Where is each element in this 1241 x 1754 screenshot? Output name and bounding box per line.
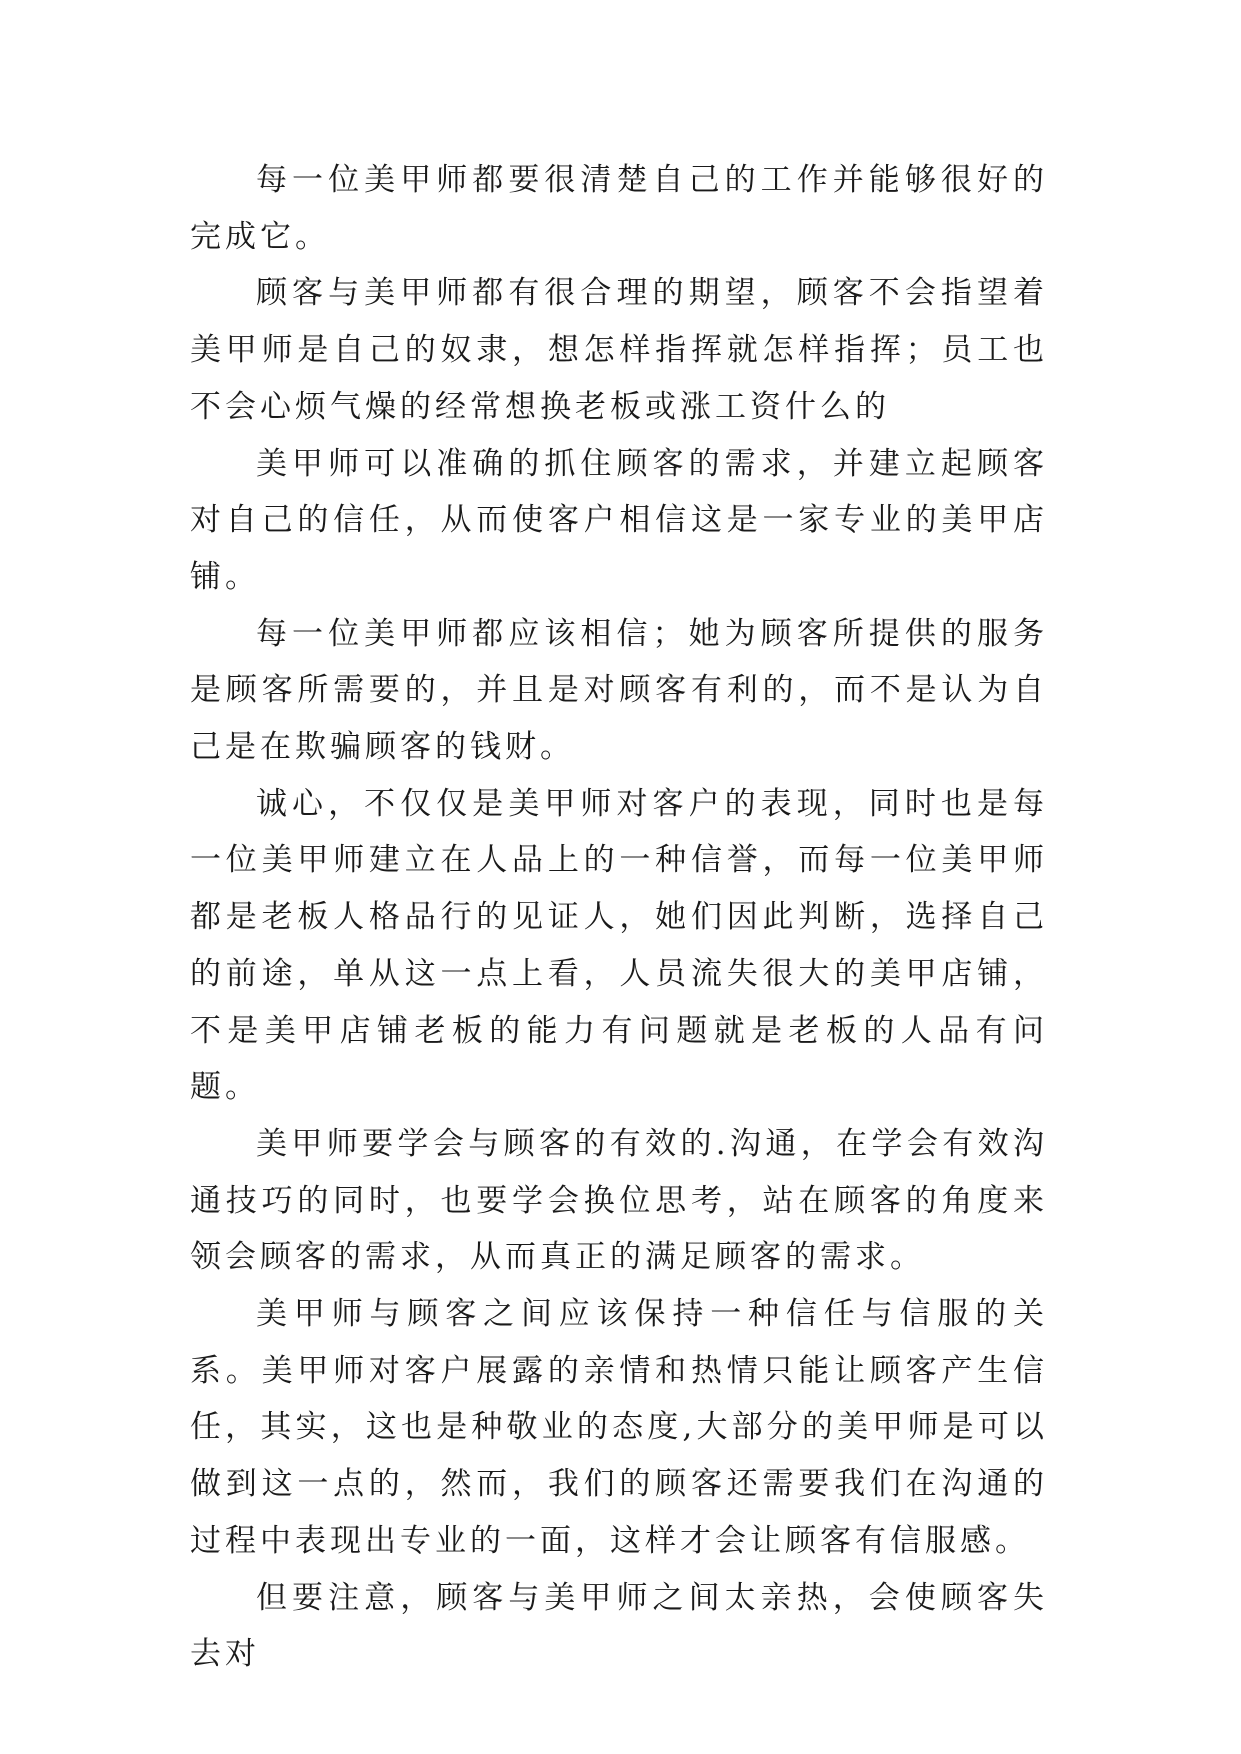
paragraph: 美甲师可以准确的抓住顾客的需求，并建立起顾客对自己的信任，从而使客户相信这是一家专业的美甲店铺。 <box>190 445 1048 595</box>
document-body <box>190 152 1048 1683</box>
paragraph: 诚心，不仅仅是美甲师对客户的表现，同时也是每一位美甲师建立在人品上的一种信誉，而每一位美甲师都是老板人格品行的见证人，她们因此判断，选择自己的前途，单从这一点上看，人员流失很大的美甲店铺，不是美甲店铺老板的能力有问题就是老板的人品有问题。 <box>190 785 1048 1106</box>
paragraph: 但要注意，顾客与美甲师之间太亲热，会使顾客失去对 <box>190 1579 1048 1673</box>
paragraph: 每一位美甲师都要很清楚自己的工作并能够很好的完成它。 <box>190 162 1048 255</box>
paragraph: 美甲师与顾客之间应该保持一种信任与信服的关系。美甲师对客户展露的亲情和热情只能让顾客产生信任，其实，这也是种敬业的态度,大部分的美甲师是可以做到这一点的，然而，我们的顾客还需要我们在沟通的过程中表现出专业的一面，这样才会让顾客有信服感。 <box>190 1296 1048 1559</box>
paragraph: 顾客与美甲师都有很合理的期望，顾客不会指望着美甲师是自己的奴隶，想怎样指挥就怎样指挥；员工也不会心烦气燥的经常想换老板或涨工资什么的 <box>190 275 1048 425</box>
paragraph: 每一位美甲师都应该相信；她为顾客所提供的服务是顾客所需要的，并且是对顾客有利的，而不是认为自己是在欺骗顾客的钱财。 <box>190 615 1048 766</box>
paragraph: 美甲师要学会与顾客的有效的.沟通，在学会有效沟通技巧的同时，也要学会换位思考，站在顾客的角度来领会顾客的需求，从而真正的满足顾客的需求。 <box>190 1125 1048 1276</box>
